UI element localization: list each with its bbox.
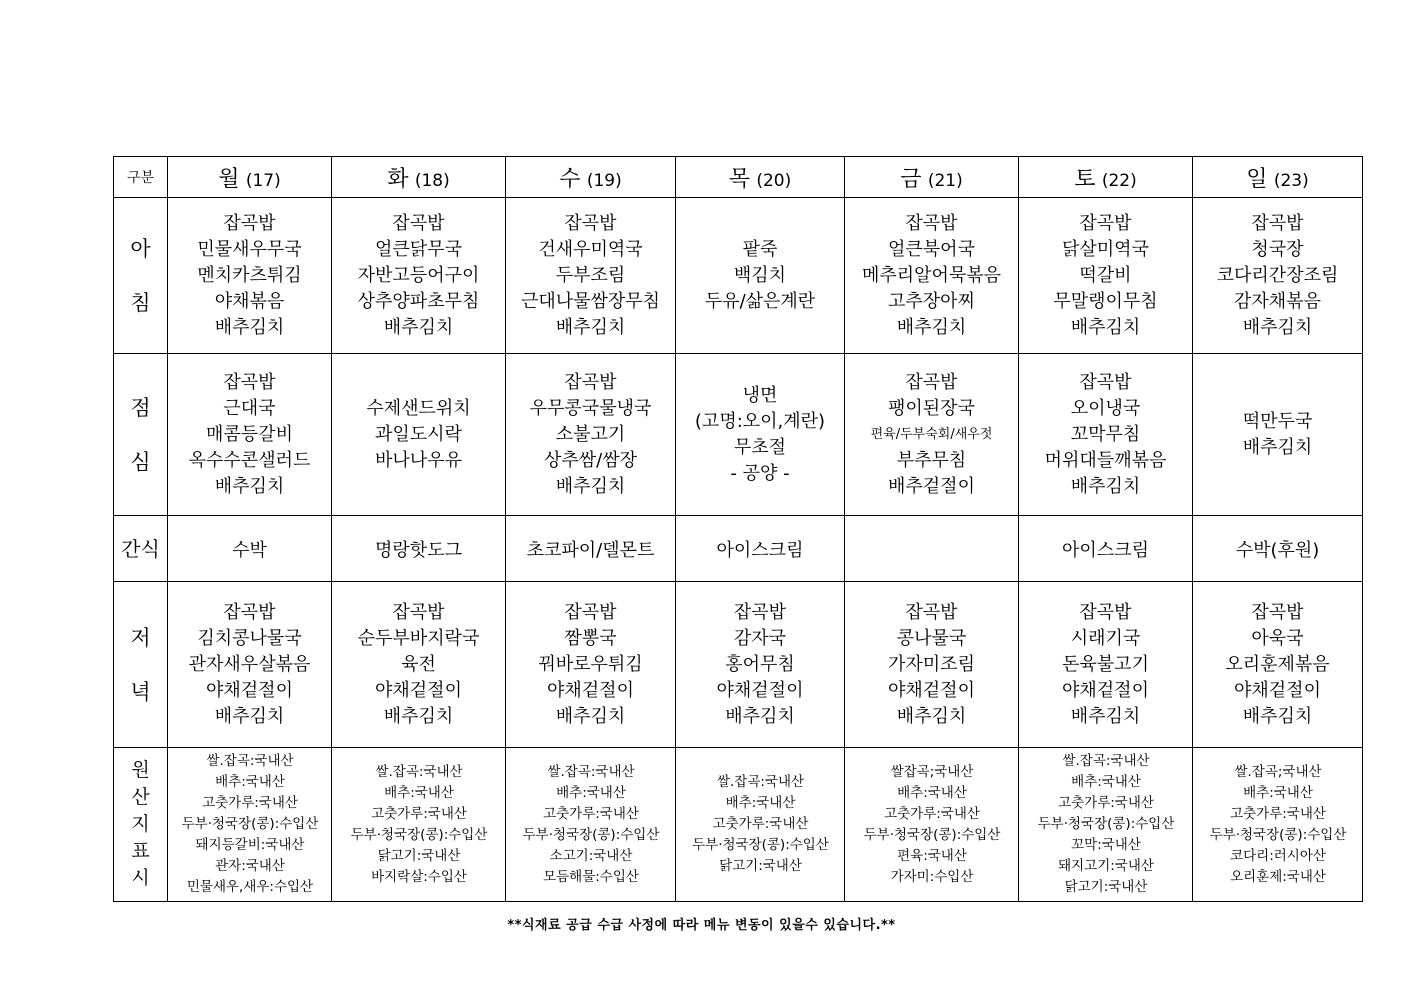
dinner-item: 홍어무침 <box>725 653 795 675</box>
breakfast-cell <box>1193 198 1363 354</box>
breakfast-item: 멘치카츠튀김 <box>197 264 302 286</box>
snack-cell <box>845 516 1019 582</box>
origin-item: 모듬해물:수입산 <box>543 868 639 885</box>
dinner-item: 감자국 <box>733 627 787 649</box>
day-name: 토 <box>1074 166 1096 192</box>
lunch-item: 편육/두부숙회/새우젓 <box>870 426 993 442</box>
breakfast-item: 배추김치 <box>1242 316 1313 338</box>
breakfast-item: 근대나물쌈장무침 <box>520 290 661 312</box>
origin-item: 쌀.잡곡:국내산 <box>1062 753 1150 769</box>
breakfast-item: 팥죽 <box>742 238 778 260</box>
breakfast-item: 떡갈비 <box>1079 264 1132 286</box>
lunch-item: 배추겉절이 <box>888 475 975 497</box>
dinner-item: 배추김치 <box>896 705 967 727</box>
dinner-item: 배추김치 <box>214 705 285 727</box>
breakfast-item: 얼큰북어국 <box>888 238 975 260</box>
lunch-item: 배추김치 <box>214 475 285 497</box>
snack-cell: 아이스크림 <box>676 516 845 582</box>
lunch-item: 잡곡밥 <box>564 371 617 393</box>
breakfast-item: 야채볶음 <box>214 290 285 312</box>
origin-item: 배추:국내산 <box>725 795 796 811</box>
day-date: (18) <box>414 170 450 191</box>
dinner-item: 꿔바로우튀김 <box>538 653 643 675</box>
breakfast-label-char: 침 <box>130 290 151 315</box>
day-header <box>168 157 332 198</box>
origin-item: 배추:국내산 <box>897 784 967 801</box>
breakfast-item: 백김치 <box>733 264 787 286</box>
snack-cell: 수박 <box>168 516 332 582</box>
origin-item: 두부·청국장(콩):수입산 <box>350 826 488 843</box>
origin-item: 코다리:러시아산 <box>1230 847 1326 864</box>
origin-cell <box>168 748 332 902</box>
dinner-item: 잡곡밥 <box>905 601 958 623</box>
origin-item: 배추:국내산 <box>1243 784 1313 801</box>
lunch-item: 꼬막무침 <box>1070 423 1141 445</box>
day-header <box>845 157 1019 198</box>
origin-item: 고춧가루:국내산 <box>1058 795 1154 811</box>
lunch-item: 잡곡밥 <box>905 371 958 393</box>
breakfast-row <box>114 198 1363 354</box>
origin-item: 고춧가루:국내산 <box>371 805 467 822</box>
origin-item: 소고기:국내산 <box>549 847 633 864</box>
origin-cell <box>332 748 506 902</box>
breakfast-item: 고추장아찌 <box>888 290 975 312</box>
origin-label-char: 원 <box>131 759 150 781</box>
day-name: 일 <box>1246 166 1268 192</box>
weekly-menu-table <box>113 156 1363 902</box>
lunch-cell <box>1193 354 1363 516</box>
breakfast-item: 건새우미역국 <box>538 238 643 260</box>
snack-cell: 아이스크림 <box>1019 516 1193 582</box>
origin-item: 돼지고기:국내산 <box>1058 858 1154 874</box>
dinner-item: 잡곡밥 <box>392 601 445 623</box>
header-row <box>114 157 1363 198</box>
day-date: (20) <box>756 170 792 191</box>
dinner-item: 돈육불고기 <box>1062 653 1149 675</box>
origin-item: 배추:국내산 <box>556 784 626 801</box>
lunch-label <box>114 354 168 516</box>
dinner-label-char: 녁 <box>130 679 151 704</box>
day-date: (23) <box>1273 170 1309 191</box>
lunch-item: 팽이된장국 <box>888 397 975 419</box>
day-header <box>506 157 676 198</box>
origin-row <box>114 748 1363 902</box>
origin-item: 닭고기:국내산 <box>1064 879 1148 895</box>
origin-item: 두부·청국장(콩):수입산 <box>1037 816 1175 832</box>
origin-item: 두부·청국장(콩):수입산 <box>181 816 319 832</box>
breakfast-item: 배추김치 <box>1070 316 1141 338</box>
breakfast-item: 청국장 <box>1251 238 1304 260</box>
origin-item: 가자미:수입산 <box>890 868 974 885</box>
day-date: (21) <box>927 170 963 191</box>
dinner-item: 아욱국 <box>1251 627 1304 649</box>
breakfast-item: 배추김치 <box>896 316 967 338</box>
dinner-item: 야채겉절이 <box>1062 679 1149 701</box>
lunch-cell <box>506 354 676 516</box>
dinner-item: 잡곡밥 <box>1251 601 1304 623</box>
breakfast-cell <box>676 198 845 354</box>
dinner-item: 잡곡밥 <box>223 601 276 623</box>
snack-cell: 명랑핫도그 <box>332 516 506 582</box>
dinner-item: 야채겉절이 <box>375 679 462 701</box>
lunch-cell <box>332 354 506 516</box>
dinner-item: 잡곡밥 <box>564 601 617 623</box>
dinner-label-char: 저 <box>130 625 151 650</box>
breakfast-cell <box>845 198 1019 354</box>
lunch-item: 오이냉국 <box>1070 397 1141 419</box>
breakfast-item: 잡곡밥 <box>223 212 276 234</box>
breakfast-item: 배추김치 <box>214 316 285 338</box>
lunch-item: 과일도시락 <box>375 423 462 445</box>
origin-label-char: 표 <box>131 840 150 862</box>
lunch-cell <box>1019 354 1193 516</box>
dinner-item: 배추김치 <box>1242 705 1313 727</box>
lunch-item: 소불고기 <box>555 423 626 445</box>
lunch-cell <box>676 354 845 516</box>
dinner-item: 야채겉절이 <box>716 679 804 701</box>
lunch-item: (고명:오이,계란) <box>694 410 826 432</box>
origin-item: 오리훈제:국내산 <box>1230 868 1326 885</box>
origin-label <box>114 748 168 902</box>
lunch-item: 배추김치 <box>1242 436 1313 458</box>
dinner-cell <box>1193 582 1363 748</box>
origin-item: 두부·청국장(콩):수입산 <box>1209 826 1347 843</box>
dinner-item: 야채겉절이 <box>888 679 975 701</box>
lunch-item: 우무콩국물냉국 <box>529 397 652 419</box>
dinner-item: 육전 <box>401 653 436 675</box>
lunch-item: 냉면 <box>742 384 778 406</box>
day-name: 수 <box>559 166 581 192</box>
origin-item: 쌀.잡곡:국내산 <box>716 774 805 790</box>
lunch-label-char: 점 <box>130 395 151 420</box>
day-date: (17) <box>245 170 281 191</box>
dinner-item: 관자새우살볶음 <box>188 653 311 675</box>
breakfast-cell <box>506 198 676 354</box>
origin-cell <box>676 748 845 902</box>
lunch-cell <box>168 354 332 516</box>
origin-item: 고춧가루:국내산 <box>712 816 809 832</box>
origin-item: 편육:국내산 <box>897 847 967 864</box>
dinner-item: 야채겉절이 <box>547 679 634 701</box>
dinner-cell <box>168 582 332 748</box>
day-date: (22) <box>1101 170 1137 191</box>
breakfast-item: 잡곡밥 <box>1079 212 1132 234</box>
origin-item: 두부·청국장(콩):수입산 <box>522 826 660 843</box>
breakfast-item: 무말랭이무침 <box>1053 290 1158 312</box>
day-header <box>1019 157 1193 198</box>
dinner-item: 김치콩나물국 <box>197 627 302 649</box>
origin-item: 고춧가루:국내산 <box>884 805 980 822</box>
breakfast-cell <box>168 198 332 354</box>
dinner-item: 잡곡밥 <box>1079 601 1132 623</box>
lunch-item: 배추김치 <box>555 475 626 497</box>
origin-item: 두부·청국장(콩):수입산 <box>863 826 1001 843</box>
breakfast-item: 배추김치 <box>555 316 626 338</box>
day-name: 금 <box>900 166 922 192</box>
lunch-row <box>114 354 1363 516</box>
origin-item: 꼬막:국내산 <box>1071 837 1141 853</box>
breakfast-item: 잡곡밥 <box>392 212 445 234</box>
snack-cell: 초코파이/델몬트 <box>506 516 676 582</box>
lunch-item: 매콤등갈비 <box>206 423 293 445</box>
lunch-item: 무초절 <box>733 436 787 458</box>
dinner-item: 배추김치 <box>725 705 795 727</box>
dinner-cell <box>1019 582 1193 748</box>
breakfast-item: 잡곡밥 <box>564 212 617 234</box>
lunch-cell <box>845 354 1019 516</box>
origin-cell <box>845 748 1019 902</box>
dinner-item: 순두부바지락국 <box>357 627 480 649</box>
dinner-item: 잡곡밥 <box>733 601 787 623</box>
day-name: 월 <box>218 166 240 192</box>
dinner-item: 짬뽕국 <box>564 627 617 649</box>
origin-item: 민물새우,새우:수입산 <box>186 879 314 895</box>
dinner-item: 배추김치 <box>555 705 626 727</box>
lunch-item: 부추무침 <box>896 449 967 471</box>
origin-item: 고춧가루:국내산 <box>1230 805 1326 822</box>
day-header <box>332 157 506 198</box>
origin-item: 관자:국내산 <box>215 858 285 874</box>
dinner-cell <box>332 582 506 748</box>
day-date: (19) <box>586 170 622 191</box>
origin-item: 쌀.잡곡:국내산 <box>206 753 294 769</box>
lunch-item: 바나나우유 <box>375 449 462 471</box>
lunch-item: 근대국 <box>223 397 276 419</box>
dinner-item: 배추김치 <box>383 705 454 727</box>
lunch-item: 상추쌈/쌈장 <box>543 449 637 471</box>
lunch-item: 배추김치 <box>1070 475 1141 497</box>
breakfast-item: 잡곡밥 <box>1251 212 1304 234</box>
breakfast-item: 얼큰닭무국 <box>375 238 462 260</box>
day-name: 화 <box>387 166 409 192</box>
dinner-item: 야채겉절이 <box>1234 679 1321 701</box>
lunch-label-char: 심 <box>130 449 151 474</box>
snack-cell: 수박(후원) <box>1193 516 1363 582</box>
breakfast-item: 두유/삶은계란 <box>704 290 816 312</box>
origin-item: 두부·청국장(콩):수입산 <box>692 837 829 853</box>
origin-item: 돼지등갈비:국내산 <box>195 837 305 853</box>
header-label: 구분 <box>114 157 168 198</box>
origin-cell <box>1019 748 1193 902</box>
origin-item: 바지락살:수입산 <box>371 868 467 885</box>
dinner-item: 야채겉절이 <box>206 679 293 701</box>
menu-change-notice: **식재료 공급 수급 사정에 따라 메뉴 변동이 있을수 있습니다.** <box>507 918 896 933</box>
origin-item: 닭고기:국내산 <box>377 847 461 864</box>
breakfast-item: 잡곡밥 <box>905 212 958 234</box>
dinner-cell <box>845 582 1019 748</box>
lunch-item: 잡곡밥 <box>223 371 276 393</box>
dinner-label <box>114 582 168 748</box>
lunch-item: - 공양 - <box>730 462 790 484</box>
origin-cell <box>506 748 676 902</box>
breakfast-cell <box>1019 198 1193 354</box>
day-header <box>1193 157 1363 198</box>
lunch-item: 잡곡밥 <box>1079 371 1132 393</box>
origin-label-char: 시 <box>131 867 150 889</box>
dinner-cell <box>506 582 676 748</box>
dinner-cell <box>676 582 845 748</box>
lunch-item: 옥수수콘샐러드 <box>188 449 311 471</box>
breakfast-label <box>114 198 168 354</box>
dinner-row <box>114 582 1363 748</box>
dinner-item: 콩나물국 <box>896 627 967 649</box>
lunch-item: 머위대들깨볶음 <box>1044 449 1167 471</box>
origin-item: 배추:국내산 <box>384 784 454 801</box>
lunch-item: 떡만두국 <box>1242 410 1313 432</box>
origin-item: 쌀.잡곡:국내산 <box>375 763 463 780</box>
breakfast-item: 배추김치 <box>383 316 454 338</box>
breakfast-item: 자반고등어구이 <box>357 264 480 286</box>
breakfast-item: 감자채볶음 <box>1234 290 1321 312</box>
origin-item: 배추:국내산 <box>1071 774 1141 790</box>
origin-item: 닭고기:국내산 <box>719 858 802 874</box>
day-header <box>676 157 845 198</box>
breakfast-item: 코다리간장조림 <box>1216 264 1339 286</box>
origin-cell <box>1193 748 1363 902</box>
lunch-item: 수제샌드위치 <box>366 397 471 419</box>
origin-item: 배추:국내산 <box>215 774 285 790</box>
origin-label-char: 지 <box>131 813 150 835</box>
breakfast-cell <box>332 198 506 354</box>
breakfast-item: 닭살미역국 <box>1062 238 1149 260</box>
breakfast-label-char: 아 <box>130 236 151 261</box>
breakfast-item: 민물새우무국 <box>197 238 302 260</box>
origin-label-char: 산 <box>131 786 150 808</box>
breakfast-item: 두부조림 <box>555 264 626 286</box>
origin-item: 쌀.잡곡;국내산 <box>1234 763 1322 780</box>
day-name: 목 <box>728 166 750 192</box>
snack-row <box>114 516 1363 582</box>
dinner-item: 배추김치 <box>1070 705 1141 727</box>
snack-label: 간식 <box>114 516 168 582</box>
breakfast-item: 상추양파초무침 <box>357 290 480 312</box>
dinner-item: 오리훈제볶음 <box>1225 653 1330 675</box>
origin-item: 고춧가루:국내산 <box>543 805 639 822</box>
origin-item: 쌀잡곡;국내산 <box>890 763 974 780</box>
dinner-item: 시래기국 <box>1070 627 1141 649</box>
origin-item: 쌀.잡곡:국내산 <box>547 763 635 780</box>
dinner-item: 가자미조림 <box>888 653 975 675</box>
origin-item: 고춧가루:국내산 <box>202 795 298 811</box>
breakfast-item: 메추리알어묵볶음 <box>861 264 1002 286</box>
